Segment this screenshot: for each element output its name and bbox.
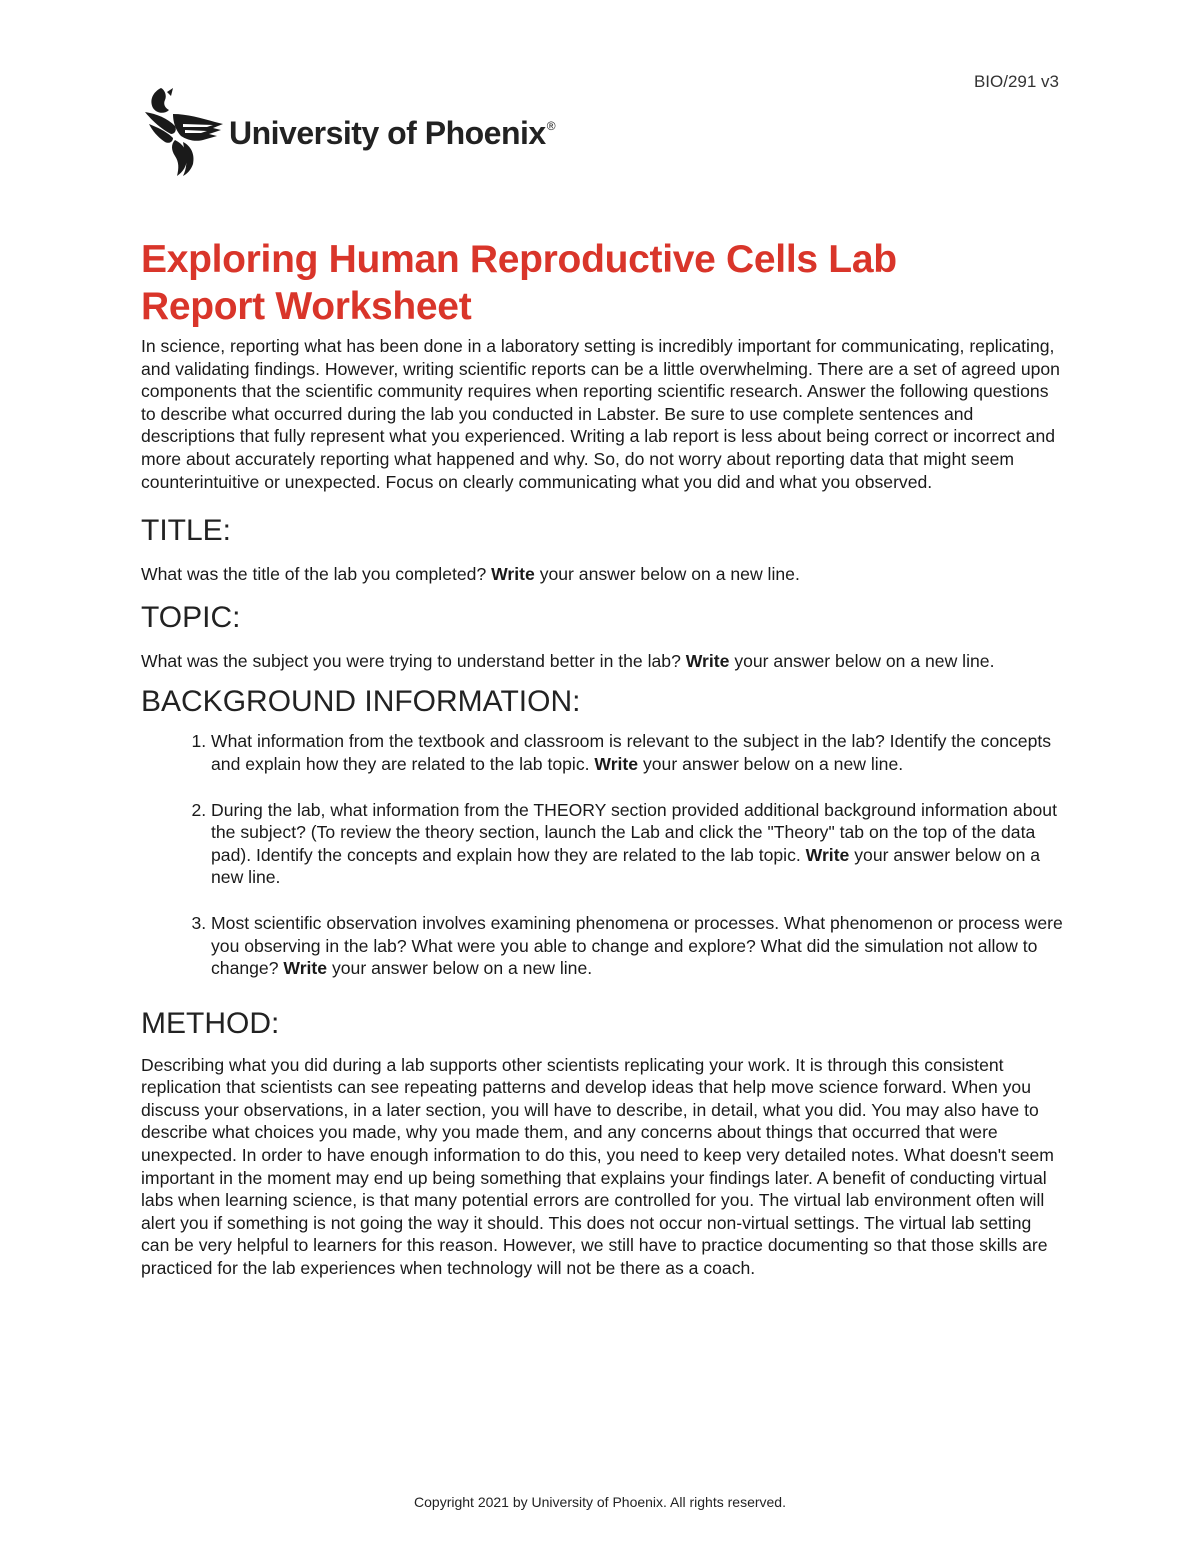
question-text: What information from the textbook and classroom is relevant to the subject in the lab? Identify the concepts and explain how they are related to the lab topic. <box>211 731 1052 774</box>
title-line-2: Report Worksheet <box>141 285 472 328</box>
question-tail: your answer below on a new line. <box>211 844 1041 888</box>
question-tail: your answer below on a new line. <box>642 753 904 774</box>
topic-question <box>141 650 1063 673</box>
background-questions-list <box>141 730 1063 979</box>
university-logo <box>143 84 555 178</box>
title-question <box>141 563 1063 586</box>
question-tail: your answer below on a new line. <box>539 564 800 585</box>
write-emphasis: Write <box>805 844 850 865</box>
section-heading-background: BACKGROUND INFORMATION: <box>141 685 581 719</box>
question-text: During the lab, what information from the THEORY section provided additional background information about the subject? (To review the theory section, launch the Lab and click the "Theory" tab on the top of the data pad). Identify the concepts and explain how they are related to the lab topic. <box>211 799 1057 865</box>
section-heading-method: METHOD: <box>141 1006 280 1040</box>
write-emphasis: Write <box>594 753 639 774</box>
intro-paragraph: In science, reporting what has been done in a laboratory setting is incredibly important for communicating, replicating, and validating findings. However, writing scientific reports can be a little overwhelming. There are a set of agreed upon components that the scientific community requires when reporting scientific research. Answer the following questions to describe what occurred during the lab you conducted in Labster. Be sure to use complete sentences and descriptions that fully represent what you experienced. Writing a lab report is less about being correct or incorrect and more about accurately reporting what happened and why. So, do not worry about reporting data that might seem counterintuitive or unexpected. Focus on clearly communicating what you did and what you observed. <box>141 336 1060 492</box>
question-text: What was the subject you were trying to understand better in the lab? <box>141 650 681 671</box>
phoenix-bird-icon <box>143 84 225 178</box>
main-content <box>141 236 1063 1280</box>
list-item <box>211 799 1063 889</box>
logo-wordmark <box>229 115 555 152</box>
logo-name: University of Phoenix <box>229 114 546 151</box>
write-emphasis: Write <box>283 958 328 979</box>
document-title <box>141 236 1063 330</box>
write-emphasis: Write <box>685 650 730 671</box>
registered-mark: ® <box>546 118 556 133</box>
question-tail: your answer below on a new line. <box>331 958 593 979</box>
method-paragraph: Describing what you did during a lab supports other scientists replicating your work. It is through this consistent replication that scientists can see repeating patterns and develop ideas that help move science forward. When you discuss your observations, in a later section, you will have to describe, in detail, what you did. You may also have to describe what choices you made, why you made them, and any concerns about things that occurred that were unexpected. In order to have enough information to do this, you need to keep very detailed notes. What doesn't seem important in the moment may end up being something that explains your findings later. A benefit of conducting virtual labs when learning science, is that many potential errors are controlled for you. The virtual lab environment often will alert you if something is not going the way it should. This does not occur non-virtual settings. The virtual lab setting can be very helpful to learners for this reason. However, we still have to practice documenting so that those skills are practiced for the lab experiences when technology will not be there as a coach. <box>141 1054 1054 1279</box>
question-text: Most scientific observation involves examining phenomena or processes. What phenomenon or process were you observing in the lab? What were you able to change and explore? What did the simulation not allow to change? <box>211 912 1063 979</box>
question-text: What was the title of the lab you completed? <box>141 564 487 585</box>
section-heading-topic: TOPIC: <box>141 600 241 634</box>
list-item <box>211 912 1063 980</box>
write-emphasis: Write <box>491 564 535 585</box>
question-tail: your answer below on a new line. <box>734 650 995 671</box>
title-line-1: Exploring Human Reproductive Cells Lab <box>141 238 897 281</box>
course-code: BIO/291 v3 <box>973 72 1059 91</box>
list-item <box>211 730 1063 775</box>
section-heading-title: TITLE: <box>141 514 232 548</box>
copyright-footer: Copyright 2021 by University of Phoenix. All rights reserved. <box>414 1494 786 1510</box>
